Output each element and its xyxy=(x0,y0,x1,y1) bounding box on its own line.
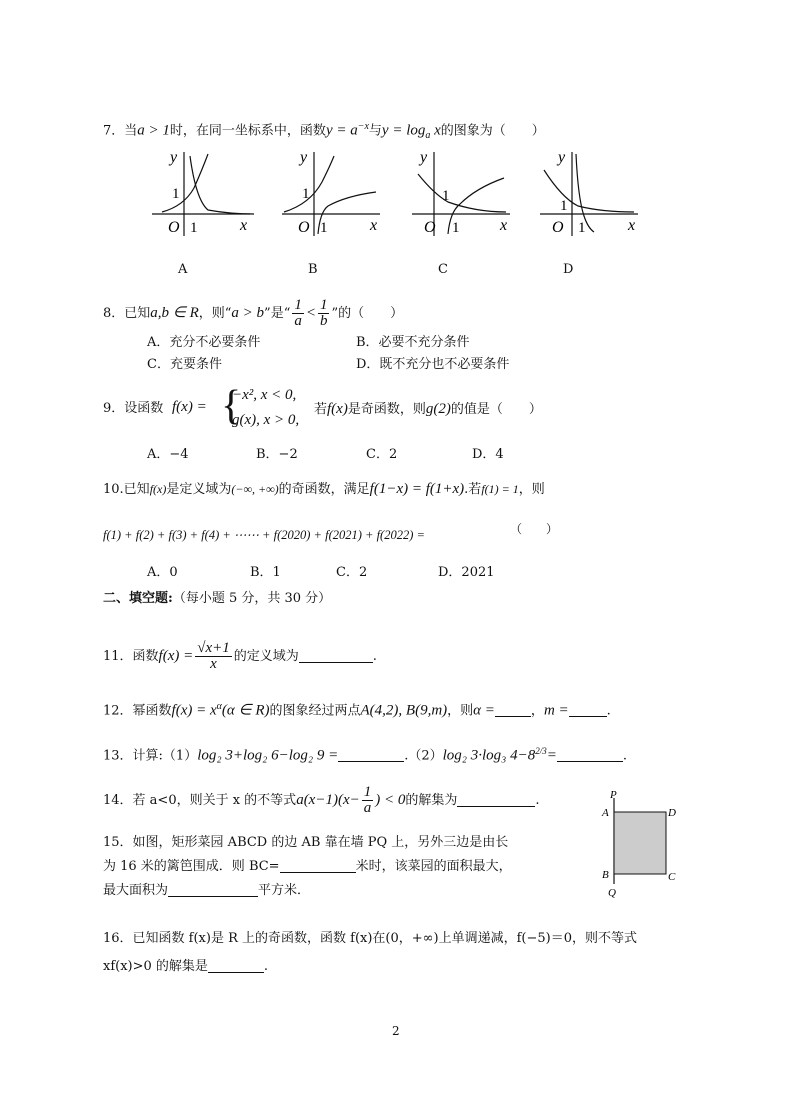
q9-case-2: g(x), x > 0, xyxy=(232,412,300,428)
q7-cond: a > 1 xyxy=(137,122,170,139)
q7-b-origin: O xyxy=(298,219,310,236)
q7-d-x-label: x xyxy=(628,217,636,234)
q8-option-b[interactable]: B．必要不充分条件 xyxy=(356,335,470,350)
q14-stem xyxy=(103,782,540,819)
q8-text-a: ，则“ xyxy=(198,306,232,321)
q14-answer-blank[interactable] xyxy=(457,792,535,807)
q7-a-one-x: 1 xyxy=(190,220,198,236)
q9-g2: g(2) xyxy=(425,401,451,417)
q9-fx2: f(x) xyxy=(327,401,348,417)
q9-text-c: 的值是（ ） xyxy=(450,402,542,417)
page-number: 2 xyxy=(392,1024,400,1038)
q15-label-q: Q xyxy=(608,887,616,899)
q9-option-d[interactable]: D．4 xyxy=(472,447,504,462)
q16-answer-blank[interactable] xyxy=(208,958,264,973)
q9-text-a: 若 xyxy=(314,402,328,417)
q9-stem-tail xyxy=(314,400,542,419)
q7-f2: y = log xyxy=(381,122,426,139)
q14-text: 的解集为 xyxy=(405,793,458,808)
q8-text-c: ”的（ ） xyxy=(331,306,404,321)
q13-eq: = xyxy=(546,747,557,764)
q12-points: A(4,2), B(9,m) xyxy=(360,702,448,719)
q7-c-y-label: y xyxy=(420,149,428,166)
q12-alpha: α = xyxy=(473,702,495,719)
q14-number: 14．若 a<0，则关于 x 的不等式 xyxy=(103,793,297,808)
q8-lt: < xyxy=(305,305,316,321)
q8-option-c[interactable]: C．充要条件 xyxy=(147,357,222,372)
section-2-header xyxy=(103,590,331,608)
q13-stem xyxy=(103,742,627,765)
q8-frac-a: $\frac{1}{a}$ xyxy=(294,297,302,329)
q15-garden-figure xyxy=(598,788,688,900)
q16-line-2-b: . xyxy=(263,959,269,974)
q15-line-3-b: 平方米． xyxy=(258,883,311,898)
q10-f1: f(1) = 1 xyxy=(481,482,519,496)
q7-text-c: 与 xyxy=(368,123,382,139)
q9-brace: { xyxy=(221,383,242,429)
q15-line-3-a: 最大面积为 xyxy=(103,883,169,898)
q12-m-blank[interactable] xyxy=(569,702,607,717)
q9-option-b[interactable]: B．−2 xyxy=(256,447,298,462)
q10-domain: (−∞, +∞) xyxy=(231,482,279,496)
q8-text-b: ”是“ xyxy=(264,306,291,321)
q7-d-one-x: 1 xyxy=(578,220,586,236)
q7-b-x-label: x xyxy=(370,217,378,234)
q15-label-b: B xyxy=(602,869,609,881)
q7-number: 7． xyxy=(103,123,125,139)
q7-a-one-y: 1 xyxy=(172,186,180,202)
q7-a-y-label: y xyxy=(170,149,178,166)
q8-vars: a,b ∈ R xyxy=(150,305,199,321)
q15-label-p: P xyxy=(610,789,617,801)
q15-line-2-a: 为 16 米的篱笆围成．则 BC= xyxy=(103,859,280,874)
q7-b-one-y: 1 xyxy=(302,186,310,202)
q7-option-a[interactable]: A xyxy=(178,262,188,277)
q7-c-one-y: 1 xyxy=(442,188,450,204)
q7-graph-d xyxy=(538,148,650,238)
q10-option-d[interactable]: D．2021 xyxy=(438,565,495,580)
q12-alpha-blank[interactable] xyxy=(495,702,531,717)
q8-number: 8．已知 xyxy=(103,306,151,321)
q11-stem xyxy=(103,636,377,677)
q12-exp: α xyxy=(216,701,222,712)
q12-comma: ， xyxy=(530,703,544,719)
q10-stem xyxy=(103,480,545,499)
q10-option-a[interactable]: A．0 xyxy=(147,565,178,580)
q15-bc-blank[interactable] xyxy=(280,858,356,873)
q11-number: 11．函数 xyxy=(103,649,159,664)
q13-exp2: 2/3 xyxy=(535,746,547,756)
q13-answer-2-blank[interactable] xyxy=(557,747,623,762)
q15-label-a: A xyxy=(602,807,609,819)
q12-fx: f(x) = x xyxy=(171,702,217,719)
q7-text-d: 的图象为（ ） xyxy=(440,123,545,139)
q8-option-d[interactable]: D．既不充分也不必要条件 xyxy=(356,357,510,372)
q8-option-a[interactable]: A．充分不必要条件 xyxy=(147,335,261,350)
q9-number: 9．设函数 xyxy=(103,401,164,416)
q9-option-a[interactable]: A．−4 xyxy=(147,447,189,462)
q7-stem xyxy=(103,118,545,145)
q11-frac: $\frac{√x+1}{x}$ xyxy=(197,640,230,672)
q10-option-c[interactable]: C．2 xyxy=(336,565,368,580)
q13-number: 13．计算:（1） xyxy=(103,748,198,764)
q12-number: 12．幂函数 xyxy=(103,703,172,719)
q10-text-d: .若 xyxy=(464,482,482,497)
q10-text-c: 的奇函数，满足 xyxy=(278,482,370,497)
section-2-title: 二、填空题: xyxy=(103,591,173,606)
q14-expr-tail: ) < 0 xyxy=(375,792,406,808)
q7-option-c[interactable]: C xyxy=(438,262,448,277)
q7-f1-exp: −x xyxy=(357,121,369,132)
q15-label-c: C xyxy=(668,871,676,883)
q16-line-2 xyxy=(103,958,268,976)
q8-stem xyxy=(103,296,403,331)
q7-graph-a xyxy=(150,148,262,238)
q10-text-e: ，则 xyxy=(518,482,545,497)
q7-f2-sub: a xyxy=(425,129,431,141)
q10-paren: （ ） xyxy=(510,522,559,536)
q12-text-b: ，则 xyxy=(447,703,474,719)
q7-c-origin: O xyxy=(424,219,436,236)
q12-text-a: 的图象经过两点 xyxy=(269,703,361,719)
q9-text-b: 是奇函数，则 xyxy=(347,402,426,417)
q7-a-origin: O xyxy=(168,219,180,236)
q7-text-b: 时，在同一坐标系中，函数 xyxy=(169,123,326,139)
q7-b-y-label: y xyxy=(300,149,308,166)
q7-d-origin: O xyxy=(552,219,564,236)
q16-line-1: 16．已知函数 f(x)是 R 上的奇函数，函数 f(x)在(0，+∞)上单调递减，f(−5)＝0，则不等式 xyxy=(103,931,637,946)
q7-c-one-x: 1 xyxy=(452,220,460,236)
q9-option-c[interactable]: C．2 xyxy=(366,447,398,462)
q9-fx: f(x) = xyxy=(172,399,207,415)
q13-expr2: log₂ 3·log₃ 4−8 xyxy=(442,747,536,764)
q13-end: . xyxy=(622,748,628,764)
q12-end: . xyxy=(606,703,611,719)
q7-a-x-label: x xyxy=(240,217,248,234)
q9-case-1: −x², x < 0, xyxy=(232,387,297,403)
q14-expr: a(x−1)(x− xyxy=(296,792,360,808)
q7-graph-c xyxy=(410,148,522,238)
q11-end: . xyxy=(372,649,377,664)
q7-d-y-label: y xyxy=(558,149,566,166)
q14-end: . xyxy=(535,793,540,808)
q13-answer-1-blank[interactable] xyxy=(338,747,404,762)
q11-text: 的定义域为 xyxy=(233,649,299,664)
q15-line-2 xyxy=(103,858,512,876)
q15-area-blank[interactable] xyxy=(168,882,258,897)
q10-text-a: 10.已知 xyxy=(103,482,150,497)
q11-answer-blank[interactable] xyxy=(299,648,373,663)
q10-option-b[interactable]: B．1 xyxy=(250,565,281,580)
q16-line-2-a: xf(x)>0 的解集是 xyxy=(103,959,208,974)
q12-cond: (α ∈ R) xyxy=(221,702,270,719)
q7-text-a: 当 xyxy=(124,123,138,139)
q7-f2-tail: x xyxy=(430,122,441,139)
q7-option-d[interactable]: D xyxy=(563,262,574,277)
q7-d-one-y: 1 xyxy=(560,198,568,214)
q15-line-2-b: 米时，该菜园的面积最大， xyxy=(355,859,512,874)
q15-line-1: 15．如图，矩形菜园 ABCD 的边 AB 靠在墙 PQ 上，另外三边是由长 xyxy=(103,835,509,850)
q10-fx: f(x) xyxy=(149,482,167,496)
section-2-note: （每小题 5 分，共 30 分） xyxy=(172,591,332,606)
q14-frac: $\frac{1}{a}$ xyxy=(363,784,372,816)
q10-text-b: 是定义域为 xyxy=(166,482,232,497)
q13-expr1: log₂ 3+log₂ 6−log₂ 9 = xyxy=(197,747,339,764)
q15-label-d: D xyxy=(668,807,676,819)
q13-part2: .（2） xyxy=(404,748,443,764)
q7-graph-b xyxy=(280,148,392,238)
q10-eq: f(1−x) = f(1+x) xyxy=(369,481,465,497)
q12-m: m = xyxy=(543,702,569,719)
q8-cond: a > b xyxy=(231,305,265,321)
q7-f1: y = a xyxy=(325,122,358,139)
q7-b-one-x: 1 xyxy=(320,220,328,236)
q11-fx: f(x) = xyxy=(158,648,194,664)
q15-line-3 xyxy=(103,882,310,900)
q7-option-b[interactable]: B xyxy=(308,262,318,277)
q12-stem xyxy=(103,698,611,720)
q7-c-x-label: x xyxy=(500,217,508,234)
q8-frac-b: $\frac{1}{b}$ xyxy=(319,297,328,329)
q10-sum: f(1) + f(2) + f(3) + f(4) + ⋯⋯ + f(2020) + f(2021) + f(2022) = xyxy=(103,528,425,542)
